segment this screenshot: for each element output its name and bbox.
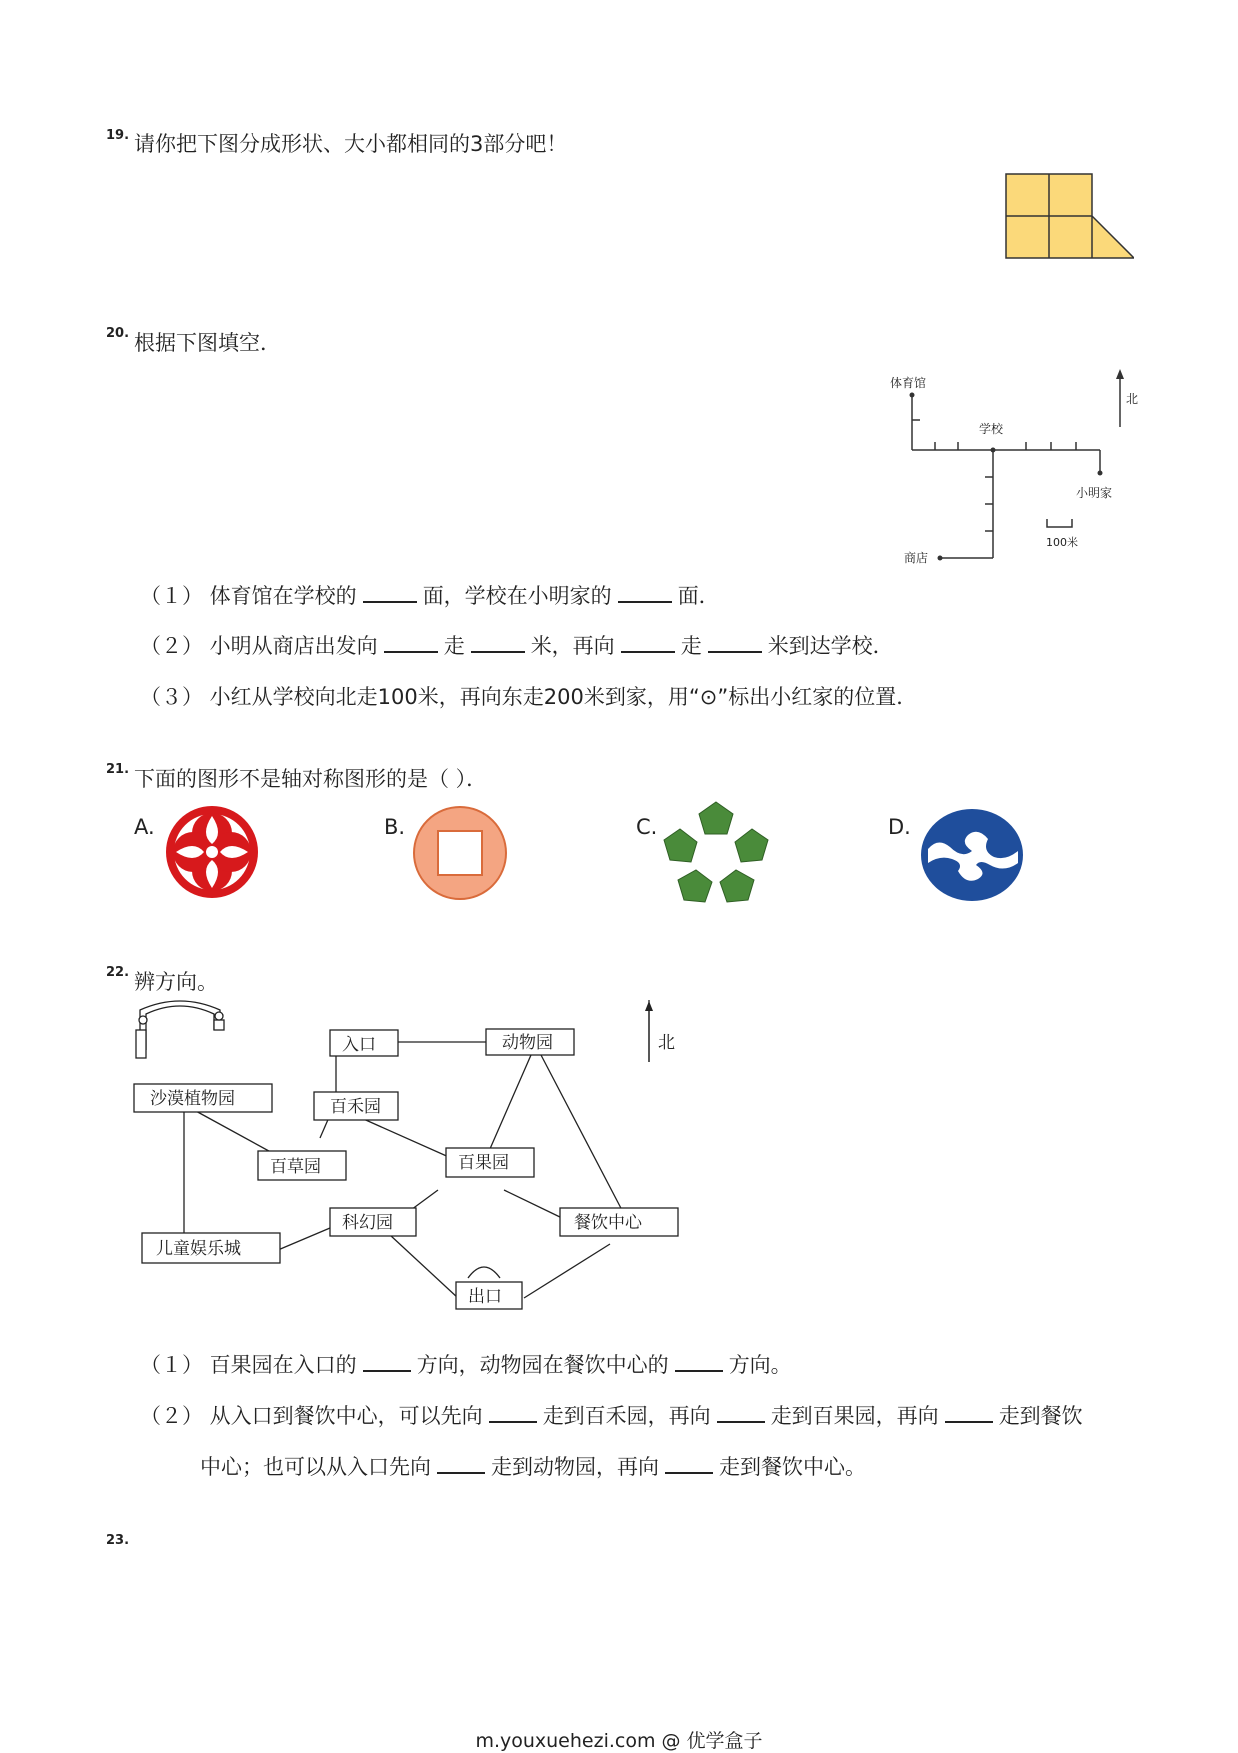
map-desert-garden: 沙漠植物园 xyxy=(150,1089,235,1109)
q20-number: 20. xyxy=(106,326,130,341)
map-label-school: 学校 xyxy=(979,422,1004,436)
map-baihe-garden: 百禾园 xyxy=(330,1097,381,1117)
answer-blank[interactable] xyxy=(384,650,438,653)
map-north-label: 北 xyxy=(1126,392,1139,406)
answer-blank[interactable] xyxy=(665,1471,713,1474)
option-d-figure[interactable] xyxy=(920,807,1024,903)
q20-map xyxy=(880,365,1140,570)
q23-number: 23. xyxy=(106,1533,130,1548)
q19-grid-figure xyxy=(1004,172,1134,262)
option-a-label: A. xyxy=(134,815,155,839)
answer-blank[interactable] xyxy=(437,1471,485,1474)
answer-blank[interactable] xyxy=(489,1420,537,1423)
option-d-label: D. xyxy=(888,815,911,839)
q19-text: 请你把下图分成形状、大小都相同的3部分吧！ xyxy=(134,132,568,156)
map-scale-label: 100米 xyxy=(1046,536,1078,549)
answer-blank[interactable] xyxy=(363,600,417,603)
option-b-label: B. xyxy=(384,815,406,839)
map-baiguo-garden: 百果园 xyxy=(458,1153,509,1173)
q20-sub1: （１） 体育馆在学校的 面，学校在小明家的 面． xyxy=(140,584,720,608)
q20-sub3: （３） 小红从学校向北走100米，再向东走200米到家，用“⊙”标出小红家的位置． xyxy=(140,685,918,709)
map-food-center: 餐饮中心 xyxy=(574,1213,642,1233)
q21-text: 下面的图形不是轴对称图形的是（ ）． xyxy=(134,767,488,791)
map-zoo: 动物园 xyxy=(502,1033,553,1053)
option-c-label: C. xyxy=(636,815,658,839)
map-label-home: 小明家 xyxy=(1076,486,1113,500)
q22-text: 辨方向。 xyxy=(134,970,218,994)
map-label-shop: 商店 xyxy=(904,551,929,565)
option-c-figure[interactable] xyxy=(660,800,772,906)
q22-sub1: （１） 百果园在入口的 方向，动物园在餐饮中心的 方向。 xyxy=(140,1353,792,1377)
q22-park-map xyxy=(130,1000,690,1320)
answer-blank[interactable] xyxy=(471,650,525,653)
map-exit: 出口 xyxy=(468,1287,502,1307)
q20-sub2: （２） 小明从商店出发向 走 米，再向 走 米到达学校． xyxy=(140,634,894,658)
option-a-figure[interactable] xyxy=(164,804,260,900)
q22-number: 22. xyxy=(106,965,130,980)
answer-blank[interactable] xyxy=(618,600,672,603)
map-entrance: 入口 xyxy=(342,1035,376,1055)
option-b-figure[interactable] xyxy=(412,805,508,901)
q21-number: 21. xyxy=(106,762,130,777)
map-kids-city: 儿童娱乐城 xyxy=(156,1239,241,1259)
q19-number: 19. xyxy=(106,128,130,143)
footer-watermark: m.youxuehezi.com @ 优学盒子 xyxy=(475,1730,763,1752)
q22-sub2: （２） 从入口到餐饮中心，可以先向 走到百禾园，再向 走到百果园，再向 走到餐饮 xyxy=(140,1404,1083,1428)
map-north-label: 北 xyxy=(658,1033,675,1053)
answer-blank[interactable] xyxy=(717,1420,765,1423)
map-kehuan-garden: 科幻园 xyxy=(342,1213,393,1233)
q22-sub2-continued: 中心；也可以从入口先向 走到动物园，再向 走到餐饮中心。 xyxy=(200,1455,866,1479)
answer-blank[interactable] xyxy=(675,1369,723,1372)
map-baicao-garden: 百草园 xyxy=(270,1157,321,1177)
answer-blank[interactable] xyxy=(363,1369,411,1372)
map-label-gym: 体育馆 xyxy=(890,376,927,390)
q20-text: 根据下图填空． xyxy=(134,331,281,355)
answer-blank[interactable] xyxy=(945,1420,993,1423)
answer-blank[interactable] xyxy=(708,650,762,653)
answer-blank[interactable] xyxy=(621,650,675,653)
